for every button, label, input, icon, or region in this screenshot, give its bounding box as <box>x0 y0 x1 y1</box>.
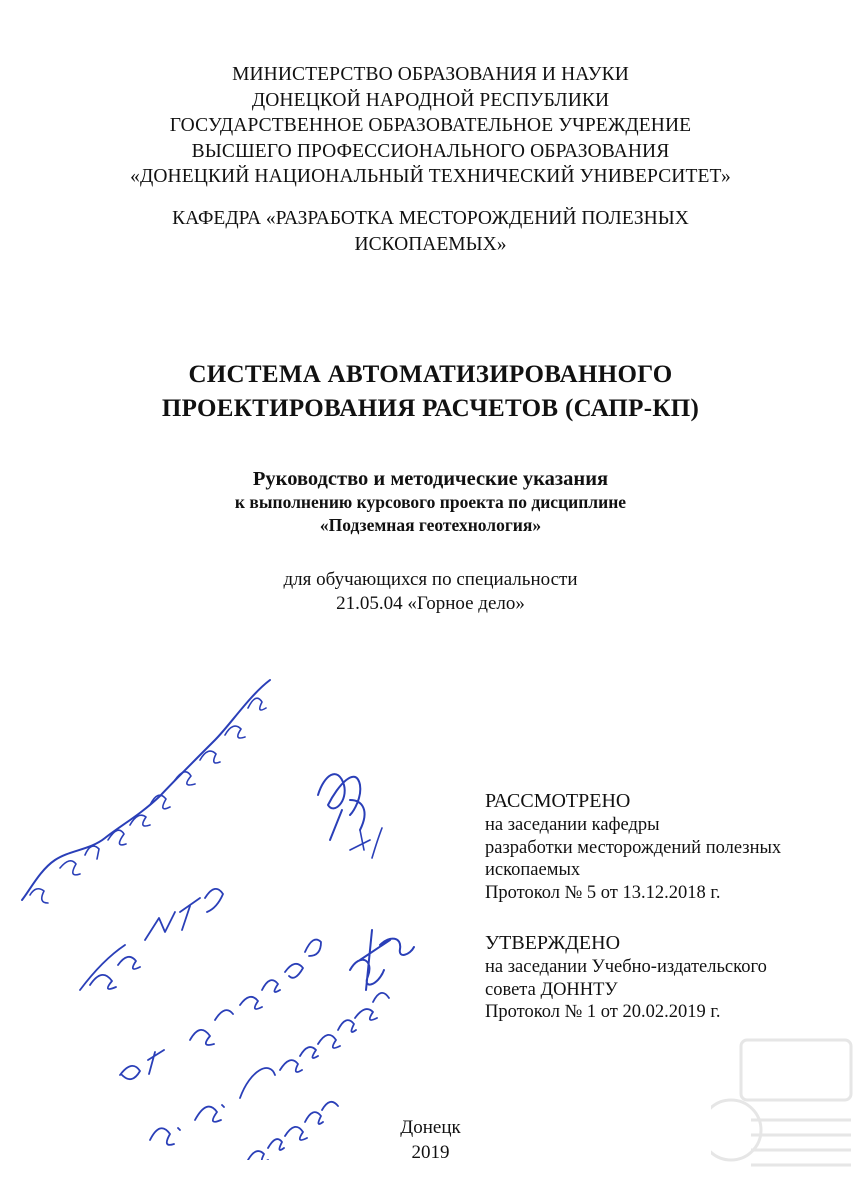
title-line: ПРОЕКТИРОВАНИЯ РАСЧЕТОВ (САПР-КП) <box>161 395 700 422</box>
approval-line: Протокол № 5 от 13.12.2018 г. <box>485 882 721 903</box>
handwritten-inscription <box>0 600 520 1160</box>
guide-sub-line: к выполнению курсового проекта по дисциплине <box>234 492 627 512</box>
audience-line: 21.05.04 «Горное дело» <box>336 593 525 614</box>
ministry-line: ДОНЕЦКОЙ НАРОДНОЙ РЕСПУБЛИКИ <box>251 89 610 111</box>
audience-line: для обучающихся по специальности <box>283 569 578 590</box>
ministry-line: МИНИСТЕРСТВО ОБРАЗОВАНИЯ И НАУКИ <box>232 64 629 85</box>
footer-city: Донецк <box>400 1117 461 1138</box>
audience-note <box>0 568 861 616</box>
approval-reviewed <box>485 788 845 904</box>
title-line: СИСТЕМА АВТОМАТИЗИРОВАННОГО <box>188 361 673 388</box>
department-header <box>0 206 861 257</box>
footer-year: 2019 <box>411 1142 450 1163</box>
ministry-header <box>0 62 861 190</box>
guide-heading <box>0 467 861 491</box>
approval-heading: РАССМОТРЕНО <box>485 790 631 812</box>
department-line: КАФЕДРА «РАЗРАБОТКА МЕСТОРОЖДЕНИЙ ПОЛЕЗНЫХ <box>172 208 689 229</box>
approval-heading: УТВЕРЖДЕНО <box>485 932 621 954</box>
ministry-line: ВЫСШЕГО ПРОФЕССИОНАЛЬНОГО ОБРАЗОВАНИЯ <box>191 140 670 162</box>
guide-main-line: Руководство и методические указания <box>252 468 609 490</box>
approval-line: Протокол № 1 от 20.02.2019 г. <box>485 1002 721 1022</box>
ministry-line: «ДОНЕЦКИЙ НАЦИОНАЛЬНЫЙ ТЕХНИЧЕСКИЙ УНИВЕРСИТЕТ» <box>130 166 731 187</box>
approval-line: ископаемых <box>485 860 581 880</box>
guide-sub-line: «Подземная геотехнология» <box>319 515 542 535</box>
department-line: ИСКОПАЕМЫХ» <box>354 233 507 255</box>
approval-line: на заседании кафедры <box>485 815 660 835</box>
footer-imprint <box>0 1115 861 1165</box>
guide-subheading <box>0 491 861 537</box>
approval-line: на заседании Учебно-издательского <box>485 957 767 977</box>
ministry-line: ГОСУДАРСТВЕННОЕ ОБРАЗОВАТЕЛЬНОЕ УЧРЕЖДЕНИЕ <box>169 115 692 136</box>
approval-line: совета ДОННТУ <box>485 979 618 1000</box>
approval-line: разработки месторождений полезных <box>485 837 782 858</box>
document-title <box>0 358 861 426</box>
approval-approved <box>485 930 845 1024</box>
